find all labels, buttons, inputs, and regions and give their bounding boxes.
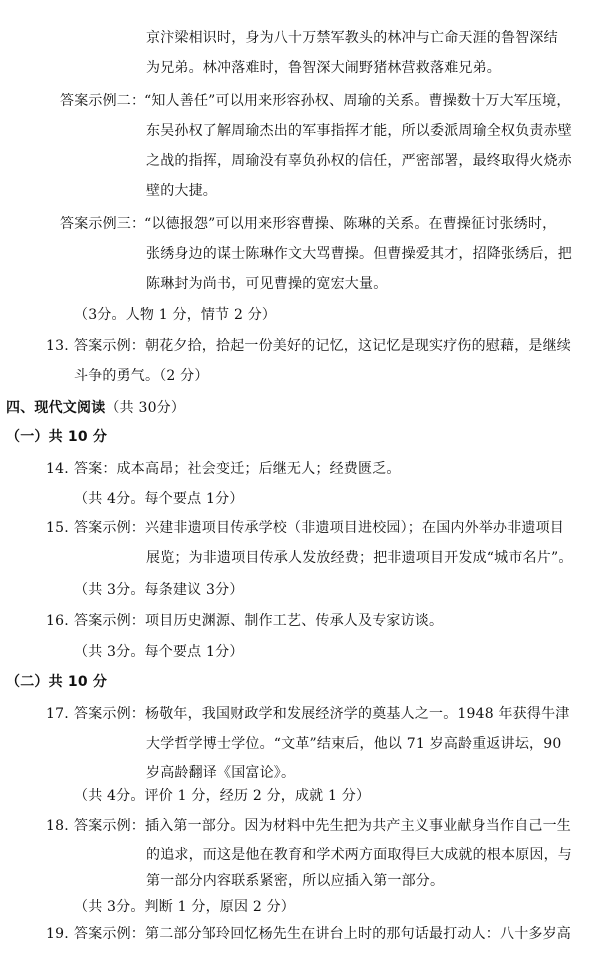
part-heading: （二）共 10 分 — [6, 674, 108, 690]
answer-text-line: 京汴梁相识时，身为八十万禁军教头的林冲与亡命天涯的鲁智深结 — [146, 30, 558, 46]
answer-text-line: 斗争的勇气。（2 分） — [74, 368, 209, 384]
answer-text-line: “以德报怨”可以用来形容曹操、陈琳的关系。在曹操征讨张绣时， — [144, 216, 557, 232]
answer-text-line: 张绣身边的谋士陈琳作文大骂曹操。但曹操爱其才，招降张绣后，把 — [146, 246, 572, 262]
score-note: （共 3分。每条建议 3分） — [74, 582, 244, 598]
answer-text-line: 答案示例：插入第一部分。因为材料中先生把为共产主义事业献身当作自己一生 — [74, 818, 571, 834]
answer-text-line: 答案示例：杨敬年，我国财政学和发展经济学的奠基人之一。1948 年获得牛津 — [74, 706, 570, 722]
section-score: （共 30分） — [105, 400, 186, 416]
answer-text-line: 答案示例：第二部分邹玲回忆杨先生在讲台上时的那句话最打动人：八十多岁高 — [74, 926, 571, 942]
answer-text-line: 岁高龄翻译《国富论》。 — [146, 765, 296, 781]
answer-text-line: 东吴孙权了解周瑜杰出的军事指挥才能，所以委派周瑜全权负责赤壁 — [146, 123, 572, 139]
answer-text-line: 展览；为非遗项目传承人发放经费；把非遗项目开发成“城市名片”。 — [146, 550, 573, 566]
answer-text-line: 答案：成本高昂；社会变迁；后继无人；经费匮乏。 — [74, 461, 401, 477]
answer-text-line: 之战的指挥，周瑜没有辜负孙权的信任，严密部署，最终取得火烧赤 — [146, 153, 572, 169]
question-number: 15. — [46, 520, 69, 536]
answer-text-line: 答案示例：朝花夕拾，拾起一份美好的记忆，这记忆是现实疗伤的慰藉，是继续 — [74, 338, 571, 354]
section-heading — [6, 398, 185, 418]
question-number: 14. — [46, 461, 69, 477]
answer-text-line: 第一部分内容联系紧密，所以应插入第一部分。 — [146, 873, 445, 889]
example-label: 答案示例二： — [60, 93, 146, 109]
question-number: 18. — [46, 818, 69, 834]
question-number: 17. — [46, 706, 69, 722]
answer-text-line: 陈琳封为尚书，可见曹操的宽宏大量。 — [146, 276, 388, 292]
question-number: 19. — [46, 926, 69, 942]
section-title: 四、现代文阅读 — [6, 400, 106, 416]
answer-text-line: 为兄弟。林冲落难时，鲁智深大闹野猪林营救落难兄弟。 — [146, 60, 501, 76]
example-label: 答案示例三： — [60, 216, 146, 232]
part-heading: （一）共 10 分 — [6, 429, 108, 445]
answer-text-line: “知人善任”可以用来形容孙权、周瑜的关系。曹操数十万大军压境， — [144, 93, 571, 109]
answer-text-line: 大学哲学博士学位。“文革”结束后，他以 71 岁高龄重返讲坛，90 — [146, 736, 562, 752]
answer-text-line: 壁的大捷。 — [146, 183, 217, 199]
score-note: （3分。人物 1 分，情节 2 分） — [74, 307, 277, 323]
answer-text-line: 答案示例：兴建非遗项目传承学校（非遗项目进校园）；在国内外举办非遗项目 — [74, 520, 564, 536]
answer-text-line: 答案示例：项目历史渊源、制作工艺、传承人及专家访谈。 — [74, 613, 444, 629]
score-note: （共 4分。评价 1 分，经历 2 分，成就 1 分） — [74, 788, 371, 804]
question-number: 16. — [46, 613, 69, 629]
score-note: （共 3分。判断 1 分，原因 2 分） — [74, 899, 295, 915]
score-note: （共 4分。每个要点 1分） — [74, 491, 244, 507]
question-number: 13. — [46, 338, 69, 354]
answer-text-line: 的追求，而这是他在教育和学术两方面取得巨大成就的根本原因，与 — [146, 847, 572, 863]
score-note: （共 3分。每个要点 1分） — [74, 644, 244, 660]
